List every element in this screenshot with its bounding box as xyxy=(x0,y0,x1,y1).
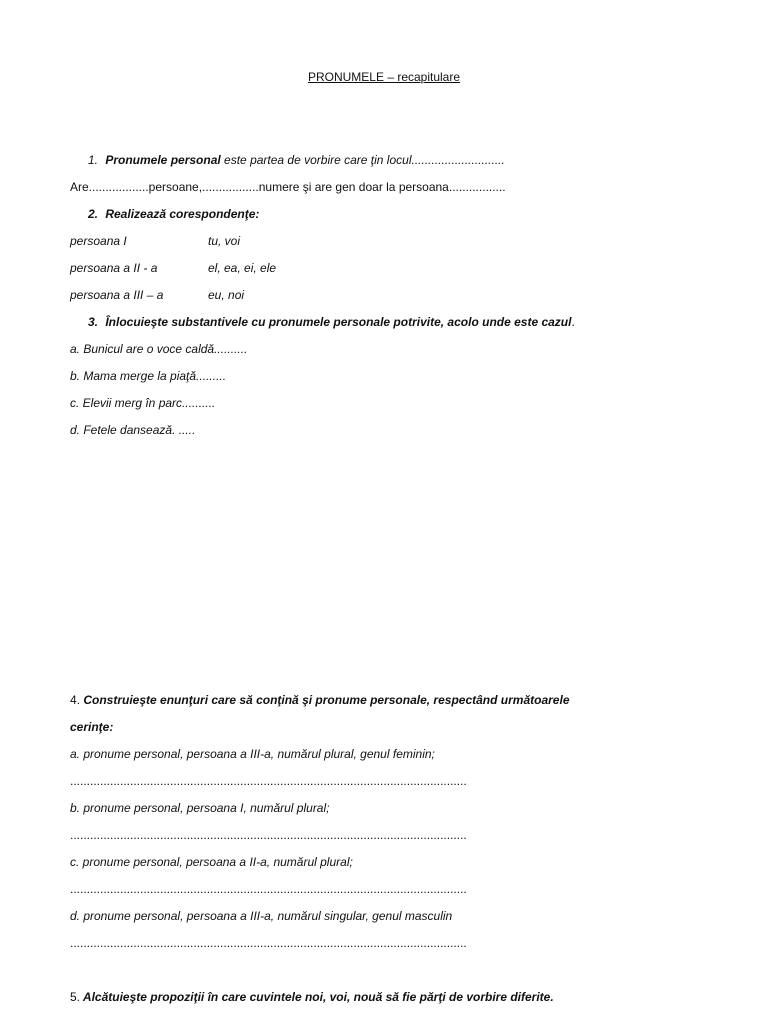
question-3 xyxy=(88,314,575,330)
requirement-item-b: b. pronume personal, persoana I, numărul plural; xyxy=(70,801,330,815)
question-2 xyxy=(88,206,259,222)
question-4 xyxy=(70,692,570,708)
question-1-bold: Pronumele personal xyxy=(105,153,221,167)
answer-line-b: ....................................................................................................................... xyxy=(70,828,467,842)
question-4-text: Construieşte enunţuri care să conţină şi pronume personale, respectând următoarele xyxy=(80,693,570,707)
match-left-2: persoana a II - a xyxy=(70,261,158,275)
exercise-item-b: b. Mama merge la piaţă......... xyxy=(70,369,227,383)
question-3-text: Înlocuieşte substantivele cu pronumele personale potrivite, acolo unde este cazul xyxy=(105,315,572,329)
match-right-1: tu, voi xyxy=(208,234,241,248)
question-1-text: este partea de vorbire care ţin locul............................ xyxy=(220,153,505,167)
requirement-item-a: a. pronume personal, persoana a III-a, numărul plural, genul feminin; xyxy=(70,747,435,761)
question-5 xyxy=(70,989,554,1005)
match-left-3: persoana a III – a xyxy=(70,288,164,302)
match-right-3: eu, noi xyxy=(208,288,245,302)
answer-line-c: ....................................................................................................................... xyxy=(70,882,467,896)
answer-line-a: ....................................................................................................................... xyxy=(70,774,467,788)
question-1-number: 1. xyxy=(88,153,99,167)
answer-line-d: ....................................................................................................................... xyxy=(70,936,467,950)
question-1-line2: Are..................persoane,.................numere şi are gen doar la persoana................. xyxy=(70,180,506,194)
exercise-item-c: c. Elevii merg în parc.......... xyxy=(70,396,216,410)
question-2-number: 2. xyxy=(88,207,99,221)
question-5-text: Alcătuieşte propoziţii în care cuvintele noi, voi, nouă să fie părţi de vorbire diferite. xyxy=(80,990,554,1004)
question-4-number: 4. xyxy=(70,693,81,707)
page-title: PRONUMELE – recapitulare xyxy=(307,70,461,84)
question-3-number: 3. xyxy=(88,315,99,329)
requirement-item-c: c. pronume personal, persoana a II-a, numărul plural; xyxy=(70,855,353,869)
match-left-1: persoana I xyxy=(70,234,127,248)
requirement-item-d: d. pronume personal, persoana a III-a, numărul singular, genul masculin xyxy=(70,909,453,923)
question-2-text: Realizează corespondenţe: xyxy=(105,207,260,221)
question-3-period: . xyxy=(571,315,575,329)
question-4-text-line2: cerinţe: xyxy=(70,720,114,734)
question-5-number: 5. xyxy=(70,990,81,1004)
match-right-2: el, ea, ei, ele xyxy=(208,261,277,275)
exercise-item-d: d. Fetele dansează. ..... xyxy=(70,423,196,437)
question-1 xyxy=(88,152,505,168)
exercise-item-a: a. Bunicul are o voce caldă.......... xyxy=(70,342,248,356)
